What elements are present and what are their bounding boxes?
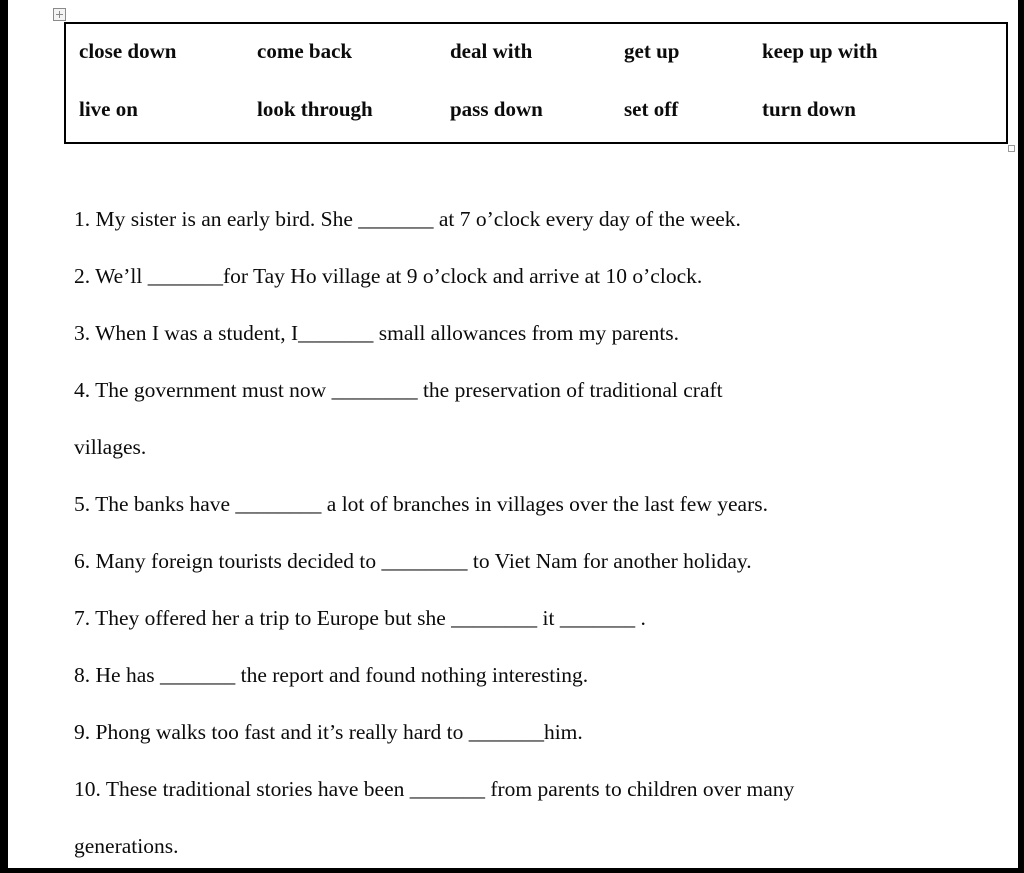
word-bank-item: look through	[257, 97, 373, 121]
sentence-4: 4. The government must now ________ the preservation of traditional craft	[74, 378, 723, 402]
sentence-2: 2. We’ll _______for Tay Ho village at 9 o’clock and arrive at 10 o’clock.	[74, 264, 703, 288]
exercise-sentences	[74, 191, 1004, 873]
word-bank-item: set off	[624, 97, 679, 121]
sentence-10-wrap: generations.	[74, 834, 179, 858]
word-bank-item: get up	[624, 39, 680, 63]
word-bank-item: close down	[79, 39, 177, 63]
sentence-7: 7. They offered her a trip to Europe but she ________ it _______ .	[74, 606, 646, 630]
sentence-8: 8. He has _______ the report and found nothing interesting.	[74, 663, 589, 687]
sentence-6: 6. Many foreign tourists decided to ________ to Viet Nam for another holiday.	[74, 549, 752, 573]
sentence-5: 5. The banks have ________ a lot of branches in villages over the last few years.	[74, 492, 768, 516]
sentence-1: 1. My sister is an early bird. She _______ at 7 o’clock every day of the week.	[74, 207, 741, 231]
sentence-10: 10. These traditional stories have been _______ from parents to children over many	[74, 777, 795, 801]
word-bank-item: pass down	[450, 97, 543, 121]
word-bank-item: come back	[257, 39, 353, 63]
page-edge-left	[0, 0, 8, 873]
sentence-4-wrap: villages.	[74, 435, 147, 459]
word-bank-table	[64, 22, 1008, 144]
sentence-9: 9. Phong walks too fast and it’s really hard to _______him.	[74, 720, 583, 744]
page-edge-right	[1018, 0, 1024, 873]
word-bank-item: turn down	[762, 97, 856, 121]
table-resize-handle-icon[interactable]	[1008, 145, 1015, 152]
table-move-handle-icon[interactable]	[53, 8, 66, 21]
word-bank-item: keep up with	[762, 39, 878, 63]
word-bank-item: deal with	[450, 39, 533, 63]
sentence-3: 3. When I was a student, I_______ small allowances from my parents.	[74, 321, 680, 345]
word-bank-item: live on	[79, 97, 138, 121]
